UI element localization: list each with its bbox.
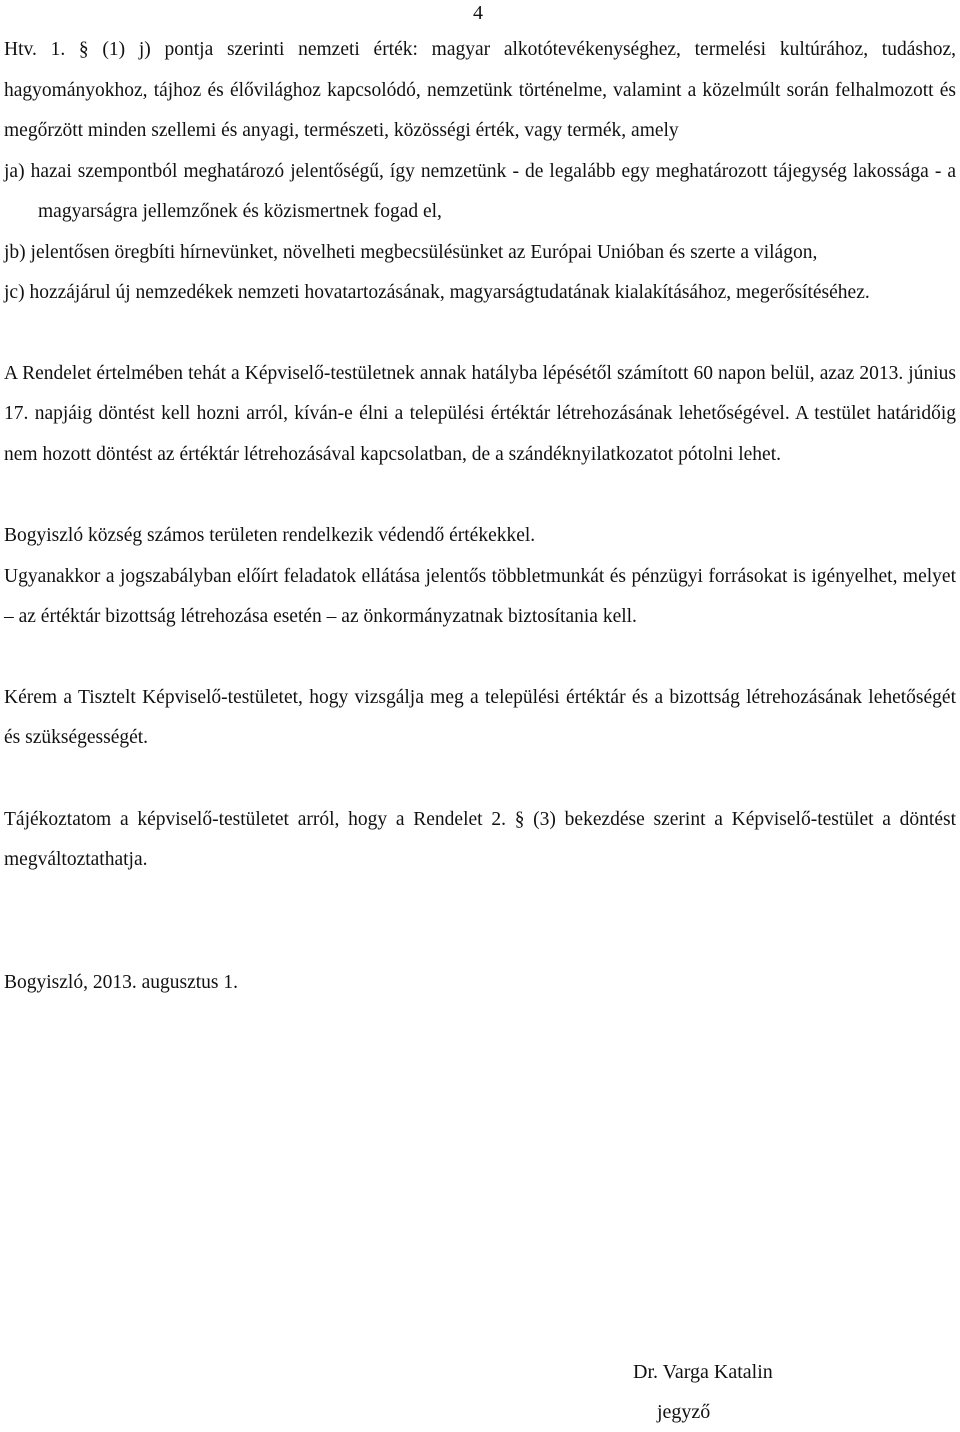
signature-name: Dr. Varga Katalin <box>633 1361 773 1383</box>
paragraph-deadline: A Rendelet értelmében tehát a Képviselő-testületnek annak hatályba lépésétől számított 60 napon belül, azaz 2013. június 17. napjáig döntést kell hozni arról, kíván-e élni a települési értéktár létrehozásának lehetőségével. A testület határidőig nem hozott döntést az értéktár létrehozásával kapcsolatban, de a szándéknyilatkozatot pótolni lehet. <box>4 362 956 465</box>
date-place: Bogyiszló, 2013. augusztus 1. <box>4 971 238 993</box>
page-number: 4 <box>473 2 483 24</box>
signature-block <box>633 1352 773 1432</box>
paragraph-values: Bogyiszló község számos területen rendelkezik védendő értékekkel. <box>4 525 536 546</box>
list-item-jb: jb) jelentősen öregbíti hírnevünket, növelheti megbecsülésünket az Európai Unióban és szerte a világon, <box>4 241 818 263</box>
signature-role: jegyző <box>657 1401 711 1423</box>
paragraph-request: Kérem a Tisztelt Képviselő-testületet, hogy vizsgálja meg a települési értéktár és a bizottság létrehozásának lehetőségét és szükségességét. <box>4 686 956 748</box>
document-body <box>4 30 956 1003</box>
paragraph-information: Tájékoztatom a képviselő-testületet arról, hogy a Rendelet 2. § (3) bekezdése szerint a Képviselő-testület a döntést megváltoztathatja. <box>4 808 956 870</box>
list-item-ja: ja) hazai szempontból meghatározó jelentőségű, így nemzetünk - de legalább egy meghatározott tájegység lakossága - a magyarságra jellemzőnek és közismertnek fogad el, <box>4 160 956 222</box>
list-item-jc: jc) hozzájárul új nemzedékek nemzeti hovatartozásának, magyarságtudatának kialakításához, megerősítéséhez. <box>4 282 870 303</box>
paragraph-costs: Ugyanakkor a jogszabályban előírt feladatok ellátása jelentős többletmunkát és pénzügyi forrásokat is igényelhet, melyet – az értéktár bizottság létrehozása esetén – az önkormányzatnak biztosítania kell. <box>4 565 956 627</box>
intro-paragraph: Htv. 1. § (1) j) pontja szerinti nemzeti érték: magyar alkotótevékenységhez, termelési kultúrához, tudáshoz, hagyományokhoz, tájhoz és élővilághoz kapcsolódó, nemzetünk történelme, valamint a közelmúlt során felhalmozott és megőrzött minden szellemi és anyagi, természeti, közösségi érték, vagy termék, amely <box>4 39 956 141</box>
